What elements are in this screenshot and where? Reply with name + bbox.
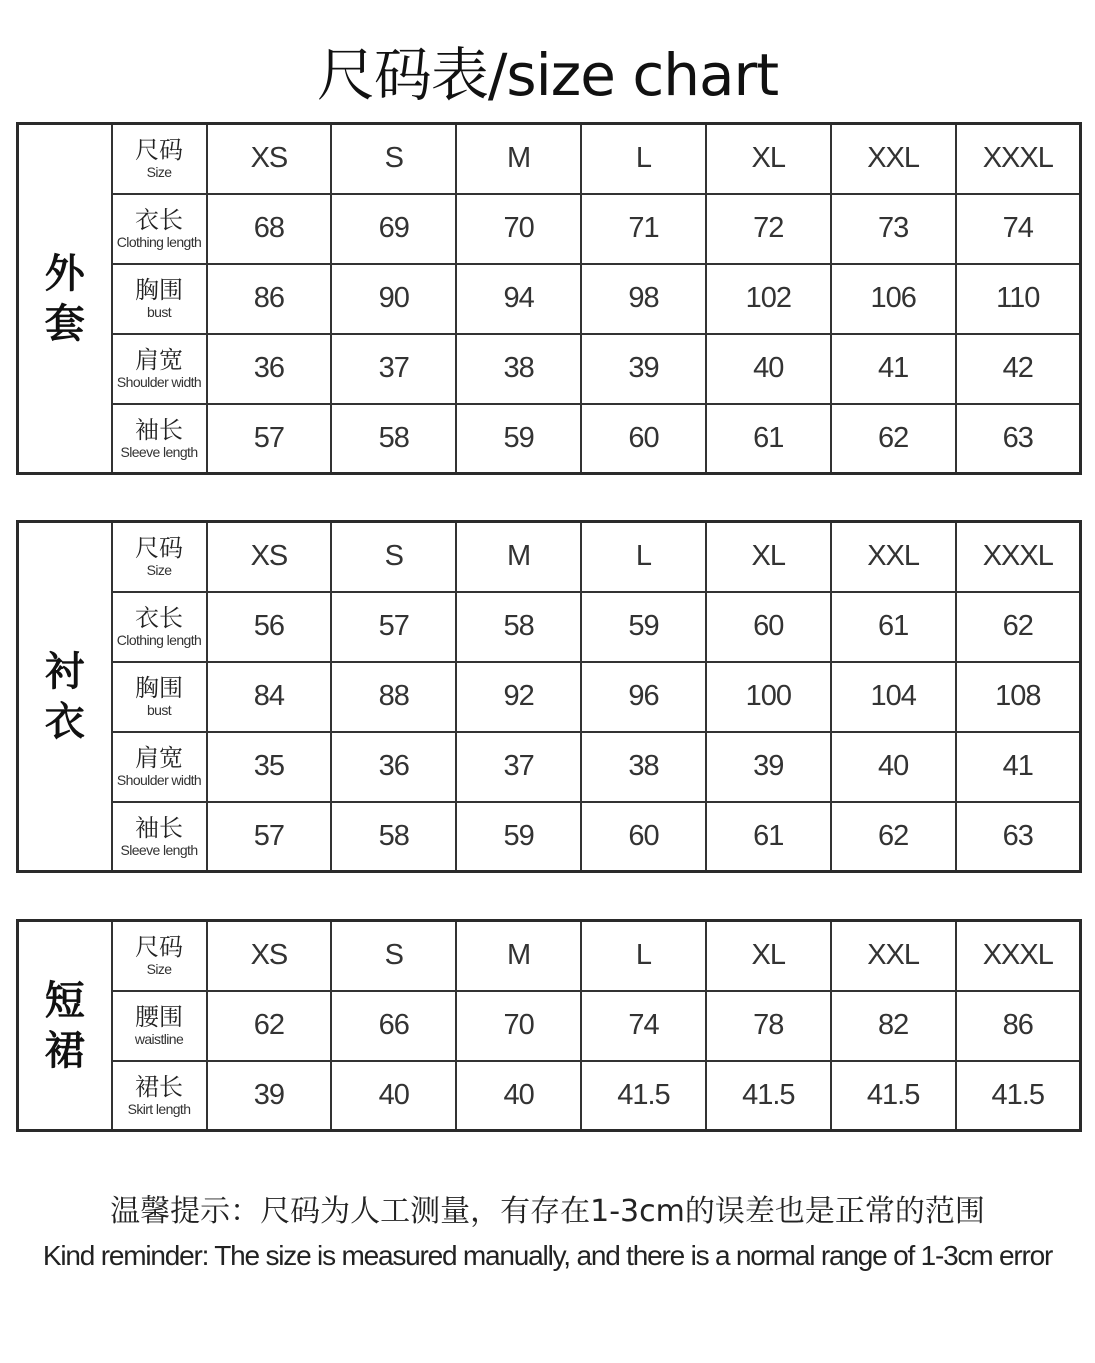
value-cell: 73 [831,194,956,264]
value-cell: 69 [331,194,456,264]
value-cell: 63 [956,404,1081,474]
table-row [18,264,1081,334]
value-cell: 41.5 [706,1061,831,1131]
value-cell: 35 [207,732,332,802]
size-header: L [581,522,706,592]
value-cell: 92 [456,662,581,732]
row-label-size: 尺码 Size [112,921,207,991]
category-label: 短 裙 [18,921,112,1131]
value-cell: 63 [956,802,1081,872]
size-header: L [581,124,706,194]
value-cell: 94 [456,264,581,334]
value-cell: 74 [581,991,706,1061]
value-cell: 71 [581,194,706,264]
category-label: 衬 衣 [18,522,112,872]
value-cell: 84 [207,662,332,732]
value-cell: 70 [456,194,581,264]
value-cell: 40 [331,1061,456,1131]
value-cell: 59 [581,592,706,662]
size-header: XS [207,522,332,592]
row-label-size: 尺码 Size [112,124,207,194]
table-row [18,334,1081,404]
value-cell: 72 [706,194,831,264]
value-cell: 60 [581,802,706,872]
value-cell: 36 [331,732,456,802]
value-cell: 38 [581,732,706,802]
value-cell: 39 [706,732,831,802]
size-table-jacket [16,122,1082,475]
value-cell: 60 [581,404,706,474]
value-cell: 100 [706,662,831,732]
value-cell: 86 [956,991,1081,1061]
value-cell: 86 [207,264,332,334]
row-label-shoulder-width: 肩宽 Shoulder width [112,334,207,404]
row-label-waistline: 腰围 waistline [112,991,207,1061]
row-label-size: 尺码 Size [112,522,207,592]
reminder-english: Kind reminder: The size is measured manually, and there is a normal range of 1-3cm error [42,1240,1053,1271]
value-cell: 61 [706,404,831,474]
size-header: XL [706,522,831,592]
size-header: XS [207,124,332,194]
value-cell: 40 [831,732,956,802]
value-cell: 41 [956,732,1081,802]
value-cell: 74 [956,194,1081,264]
value-cell: 42 [956,334,1081,404]
value-cell: 56 [207,592,332,662]
value-cell: 58 [331,404,456,474]
value-cell: 88 [331,662,456,732]
value-cell: 41.5 [581,1061,706,1131]
size-header: M [456,522,581,592]
size-header: XXXL [956,921,1081,991]
table-row [18,194,1081,264]
value-cell: 68 [207,194,332,264]
value-cell: 58 [331,802,456,872]
reminder-chinese: 温馨提示：尺码为人工测量，有存在1-3cm的误差也是正常的范围 [110,1194,985,1229]
value-cell: 57 [207,802,332,872]
value-cell: 40 [456,1061,581,1131]
table-row [18,921,1081,991]
row-label-bust: 胸围 bust [112,662,207,732]
row-label-sleeve-length: 袖长 Sleeve length [112,802,207,872]
size-header: XXL [831,124,956,194]
size-header: M [456,921,581,991]
value-cell: 62 [831,404,956,474]
size-header: XXL [831,921,956,991]
value-cell: 90 [331,264,456,334]
value-cell: 108 [956,662,1081,732]
value-cell: 62 [831,802,956,872]
value-cell: 57 [331,592,456,662]
row-label-sleeve-length: 袖长 Sleeve length [112,404,207,474]
value-cell: 106 [831,264,956,334]
value-cell: 37 [456,732,581,802]
value-cell: 78 [706,991,831,1061]
page-title: 尺码表/size chart [316,41,779,109]
row-label-shoulder-width: 肩宽 Shoulder width [112,732,207,802]
value-cell: 59 [456,404,581,474]
size-table-shirt [16,520,1082,873]
size-header: XL [706,124,831,194]
value-cell: 58 [456,592,581,662]
value-cell: 62 [956,592,1081,662]
size-header: L [581,921,706,991]
value-cell: 62 [207,991,332,1061]
value-cell: 96 [581,662,706,732]
size-header: XS [207,921,332,991]
value-cell: 61 [831,592,956,662]
value-cell: 70 [456,991,581,1061]
size-table-skirt [16,919,1082,1132]
row-label-skirt-length: 裙长 Skirt length [112,1061,207,1131]
value-cell: 39 [581,334,706,404]
value-cell: 41.5 [956,1061,1081,1131]
size-header: S [331,921,456,991]
value-cell: 102 [706,264,831,334]
value-cell: 61 [706,802,831,872]
table-row [18,522,1081,592]
category-label: 外 套 [18,124,112,474]
value-cell: 59 [456,802,581,872]
value-cell: 40 [706,334,831,404]
table-row [18,991,1081,1061]
value-cell: 39 [207,1061,332,1131]
value-cell: 104 [831,662,956,732]
table-row [18,404,1081,474]
table-row [18,592,1081,662]
value-cell: 66 [331,991,456,1061]
table-row [18,802,1081,872]
value-cell: 38 [456,334,581,404]
table-row [18,1061,1081,1131]
table-row [18,124,1081,194]
value-cell: 82 [831,991,956,1061]
size-header: S [331,522,456,592]
value-cell: 60 [706,592,831,662]
value-cell: 37 [331,334,456,404]
table-row [18,732,1081,802]
size-header: XXXL [956,124,1081,194]
value-cell: 36 [207,334,332,404]
size-header: XXL [831,522,956,592]
size-header: S [331,124,456,194]
value-cell: 41.5 [831,1061,956,1131]
table-row [18,662,1081,732]
row-label-bust: 胸围 bust [112,264,207,334]
value-cell: 98 [581,264,706,334]
value-cell: 41 [831,334,956,404]
size-header: XL [706,921,831,991]
value-cell: 57 [207,404,332,474]
row-label-clothing-length: 衣长 Clothing length [112,194,207,264]
value-cell: 110 [956,264,1081,334]
row-label-clothing-length: 衣长 Clothing length [112,592,207,662]
size-header: M [456,124,581,194]
size-header: XXXL [956,522,1081,592]
